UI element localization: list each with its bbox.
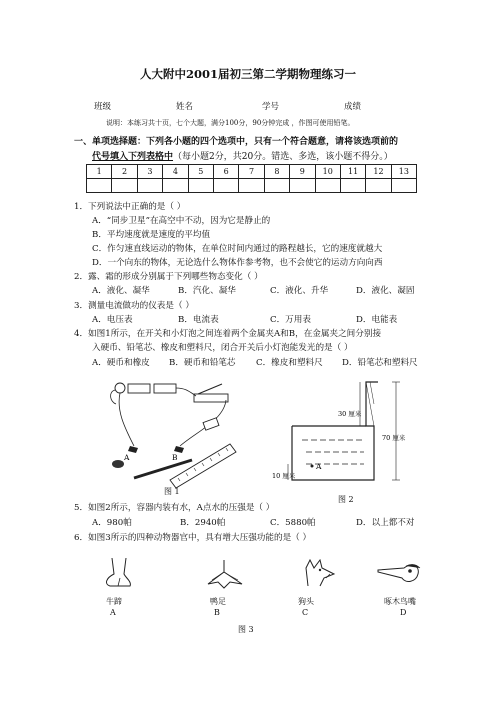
ox-hoof-icon bbox=[96, 556, 156, 590]
dim-30cm-label: 30 厘米 bbox=[338, 410, 362, 418]
q2-option-c: C．液化、升华 bbox=[270, 286, 329, 296]
q4-option-c: C．橡皮和塑料尺 bbox=[256, 358, 323, 368]
figure-2-caption: 图 2 bbox=[338, 495, 354, 504]
clip-a-icon bbox=[128, 446, 138, 453]
q6-stem: 6．如图3所示的四种动物器官中，具有增大压强功能的是（ ） bbox=[74, 533, 312, 543]
answer-cell[interactable] bbox=[239, 179, 264, 193]
eraser-icon bbox=[203, 418, 219, 430]
q5-stem: 5．如图2所示，容器内装有水，A点水的压强是（ ） bbox=[74, 503, 275, 513]
q2-option-a: A．液化、凝华 bbox=[92, 286, 150, 296]
q1-option-d: D．一个向东的物体，无论选什么物体作参考物，也不会使它的运动方向向西 bbox=[92, 258, 383, 268]
q1-option-a: A．“同步卫星”在高空中不动，因为它是静止的 bbox=[92, 216, 271, 226]
answer-table-header: 7 bbox=[239, 165, 264, 179]
fig3-item-ox-hoof-name: 牛蹄 bbox=[106, 597, 122, 606]
coin-icon bbox=[112, 460, 124, 468]
fig3-item-woodpecker-letter: D bbox=[400, 608, 407, 617]
battery-icon bbox=[154, 384, 176, 393]
answer-table-header: 8 bbox=[264, 165, 289, 179]
q4-option-b: B．硬币和铅笔芯 bbox=[169, 358, 236, 368]
answer-table-header: 2 bbox=[112, 165, 137, 179]
answer-table-header: 3 bbox=[137, 165, 162, 179]
answer-cell[interactable] bbox=[290, 179, 315, 193]
section1-heading-rule: （每小题2分，共20分。错选、多选，该小题不得分。） bbox=[173, 152, 393, 162]
answer-cell[interactable] bbox=[163, 179, 188, 193]
q2-option-b: B．汽化、凝华 bbox=[178, 286, 236, 296]
q4-option-d: D．铅笔芯和塑料尺 bbox=[342, 358, 418, 368]
fig3-item-dog-head-letter: C bbox=[302, 608, 309, 617]
q1-stem: 1．下列说法中正确的是（ ） bbox=[74, 202, 186, 212]
answer-cell[interactable] bbox=[112, 179, 137, 193]
fig3-item-ox-hoof-letter: A bbox=[110, 608, 116, 617]
answer-cell[interactable] bbox=[340, 179, 365, 193]
answer-cell[interactable] bbox=[366, 179, 391, 193]
point-a-marker bbox=[311, 465, 314, 468]
q3-option-a: A．电压表 bbox=[92, 315, 133, 325]
answer-table-answer-row bbox=[87, 179, 417, 193]
figure-1-circuit bbox=[106, 372, 246, 494]
q5-option-d: D．以上都不对 bbox=[356, 518, 415, 528]
answer-table-header: 5 bbox=[188, 165, 213, 179]
section1-heading-cont bbox=[92, 149, 393, 162]
figure-2-container bbox=[268, 374, 418, 492]
answer-table-header: 10 bbox=[315, 165, 340, 179]
page-title: 人大附中2001届初三第二学期物理练习一 bbox=[139, 67, 356, 81]
q5-option-a: A．980帕 bbox=[92, 518, 132, 528]
answer-cell[interactable] bbox=[87, 179, 112, 193]
figure-3-caption: 图 3 bbox=[238, 625, 254, 634]
q3-option-c: C．万用表 bbox=[270, 315, 311, 325]
clip-b-label: B bbox=[172, 453, 178, 462]
answer-table-header: 1 bbox=[87, 165, 112, 179]
answer-cell[interactable] bbox=[188, 179, 213, 193]
q1-option-b: B．平均速度就是速度的平均值 bbox=[92, 230, 211, 240]
answer-table-header: 12 bbox=[366, 165, 391, 179]
point-a-label: A bbox=[316, 462, 322, 471]
answer-table-header: 13 bbox=[391, 165, 416, 179]
clip-b-icon bbox=[174, 446, 184, 453]
q3-option-d: D．电能表 bbox=[356, 315, 398, 325]
answer-table bbox=[86, 164, 417, 193]
section1-heading-bold: 代号填入下列表格中 bbox=[92, 152, 174, 162]
figure-1-caption: 图 1 bbox=[164, 487, 180, 496]
q4-stem: 4．如图1所示，在开关和小灯泡之间连着两个金属夹A和B，在金属夹之间分别接 bbox=[74, 329, 382, 339]
dim-70cm-label: 70 厘米 bbox=[382, 434, 406, 442]
switch-icon bbox=[194, 394, 228, 402]
answer-table-header: 9 bbox=[290, 165, 315, 179]
answer-cell[interactable] bbox=[213, 179, 238, 193]
q2-stem: 2．露、霜的形成分别属于下列哪些物态变化（ ） bbox=[74, 272, 263, 282]
answer-table-header: 4 bbox=[163, 165, 188, 179]
q5-option-c: C．5880帕 bbox=[270, 518, 316, 528]
q3-option-b: B．电流表 bbox=[178, 315, 219, 325]
student-id-label: 学号 bbox=[262, 102, 280, 112]
fig3-item-dog-head-name: 狗头 bbox=[298, 597, 314, 606]
battery-icon bbox=[128, 384, 150, 393]
dim-10cm-label: 10 厘米 bbox=[272, 472, 296, 480]
q1-option-c: C．作匀速直线运动的物体，在单位时间内通过的路程越长，它的速度就越大 bbox=[92, 244, 383, 254]
lamp-icon bbox=[115, 383, 125, 393]
answer-cell[interactable] bbox=[137, 179, 162, 193]
answer-table-header-row bbox=[87, 165, 417, 179]
answer-cell[interactable] bbox=[391, 179, 416, 193]
q4-option-a: A．硬币和橡皮 bbox=[92, 358, 150, 368]
fig3-item-woodpecker-name: 啄木鸟嘴 bbox=[384, 597, 416, 606]
answer-table-header: 11 bbox=[340, 165, 365, 179]
name-label: 姓名 bbox=[176, 102, 194, 112]
fig3-item-duck-foot-letter: B bbox=[214, 608, 220, 617]
score-label: 成绩 bbox=[344, 102, 362, 112]
q3-stem: 3．测量电流做功的仪表是（ ） bbox=[74, 301, 194, 311]
clip-a-label: A bbox=[124, 453, 130, 462]
dog-head-icon bbox=[290, 556, 340, 590]
section1-heading: 一、单项选择题：下列各小题的四个选项中，只有一个符合题意，请将该选项前的 bbox=[74, 137, 399, 147]
q2-option-d: D．液化、凝固 bbox=[356, 286, 415, 296]
answer-cell[interactable] bbox=[315, 179, 340, 193]
fig3-item-duck-foot-name: 鸭足 bbox=[210, 597, 226, 606]
instructions-note: 说明：本练习共十页，七个大题，满分100分，90分钟完成 ，作图可使用铅笔。 bbox=[106, 119, 355, 127]
answer-cell[interactable] bbox=[264, 179, 289, 193]
duck-foot-icon bbox=[200, 558, 250, 590]
woodpecker-beak-icon bbox=[376, 558, 438, 588]
class-label: 班级 bbox=[94, 102, 112, 112]
q4-stem-cont: 入硬币、铅笔芯、橡皮和塑料尺，闭合开关后小灯泡能发光的是（ ） bbox=[92, 343, 353, 353]
q5-option-b: B．2940帕 bbox=[180, 518, 226, 528]
answer-table-header: 6 bbox=[213, 165, 238, 179]
